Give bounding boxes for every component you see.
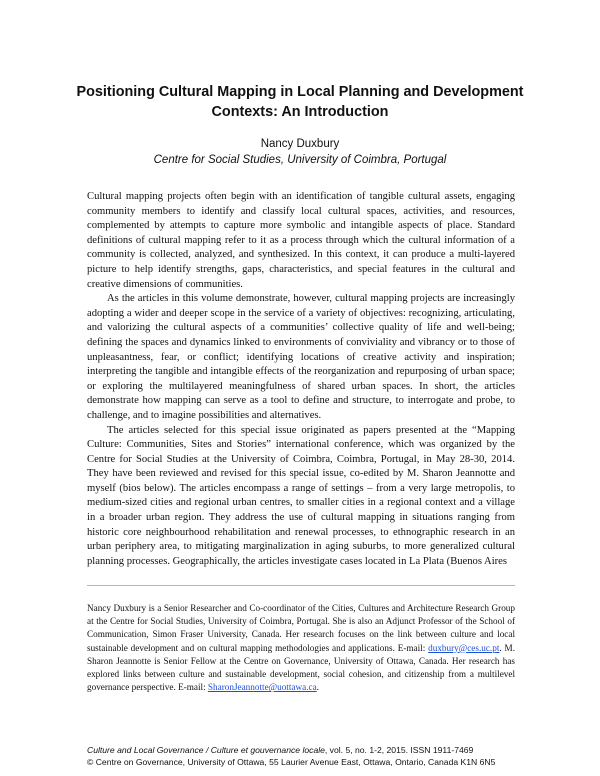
author-name: Nancy Duxbury — [260, 138, 340, 150]
article-title: Positioning Cultural Mapping in Local Planning and Development Contexts: An Introduction — [76, 84, 524, 120]
bio-text: Nancy Duxbury is a Senior Researcher and Co-coordinator of the Cities, Cultures and Architecture Research Group at the Centre for Social Studies, University of Coimbra, Portugal. She is also an Adjunct Professor of the School of Communication, Simon Fraser University, Canada. Her research focuses on the link between culture and local sustainable development and on cultural mapping methodologies and applications. E-mail: — [87, 603, 515, 653]
article-body — [87, 190, 515, 569]
journal-name: Culture and Local Governance / Culture et gouvernance locale — [87, 745, 325, 755]
footnote-divider — [87, 585, 515, 586]
email-link-jeannotte[interactable]: SharonJeannotte@uottawa.ca — [207, 682, 317, 693]
journal-citation — [87, 744, 527, 756]
copyright-line: © Centre on Governance, University of Ottawa, 55 Laurier Avenue East, Ottawa, Ontario, Canada K1N 6N5 — [87, 757, 496, 767]
body-paragraph: As the articles in this volume demonstrate, however, cultural mapping projects are increasingly adopting a wider and deeper scope in the service of a variety of objectives: recognizing, articulating, and valorizing the cultural aspects of a communities’ collective quality of life and well-being; defining the spaces and dynamics linked to environments of conviviality and vibrancy or to those of unpleasantness, fear, or conflict; identifying locations of creative activity and inspiration; interpreting the tangible and intangible effects of the reorganization and repurposing of urban space; or exploring the multilayered meaningfulness of shared urban spaces. In short, the articles demonstrate how mapping can serve as a tool to define and structure, to interrogate and probe, to challenge, and to imagine possibilities and alternatives. — [87, 293, 515, 421]
page-footer — [87, 744, 527, 768]
email-link-duxbury[interactable]: duxbury@ces.uc.pt — [428, 642, 500, 653]
author-affiliation: Centre for Social Studies, University of Coimbra, Portugal — [153, 154, 447, 166]
body-paragraph: Cultural mapping projects often begin with an identification of tangible cultural assets, engaging community members to identify and classify local cultural spaces, activities, and resources, complemented by attempts to capture more symbolic and intangible aspects of place. Standard definitions of cultural mapping refer to it as a process through which the cultural information of a community is collected, analyzed, and synthesized. In this context, it can produce a multi-layered picture to help identify strengths, gaps, characteristics, and special features in the cultural and creative dimensions of communities. — [87, 191, 515, 290]
bio-text: . M. Sharon Jeannotte is Senior Fellow at the Centre on Governance, University of Ottawa, Canada. Her research has explored links between culture and sustainable development, social cohesion, and citizenship from a multilevel governance perspective. E-mail: — [87, 642, 515, 693]
citation-details: , vol. 5, no. 1-2, 2015. ISSN 1911-7469 — [324, 745, 474, 755]
author-bio-note — [87, 602, 515, 694]
body-paragraph: The articles selected for this special issue originated as papers presented at the “Mapping Culture: Communities, Sites and Stories” international conference, which was organized by the Centre for Social Studies at the University of Coimbra, Coimbra, Portugal, in May 28-30, 2014. They have been reviewed and revised for this special issue, co-edited by M. Sharon Jeannotte and myself (bios below). The articles encompass a range of settings – from a very large metropolis, to medium-sized cities and regional urban centres, to smaller cities in a regional context and a village in a broader urban region. They address the use of cultural mapping in situations ranging from historic core neighbourhood rehabilitation and renewal processes, to ethnographic research in an urban periphery area, to mitigating marginalization in aging suburbs, to more generalized cultural planning processes. Geographically, the articles investigate cases located in La Plata (Buenos Aires — [87, 424, 515, 567]
bio-text: . — [316, 682, 319, 693]
